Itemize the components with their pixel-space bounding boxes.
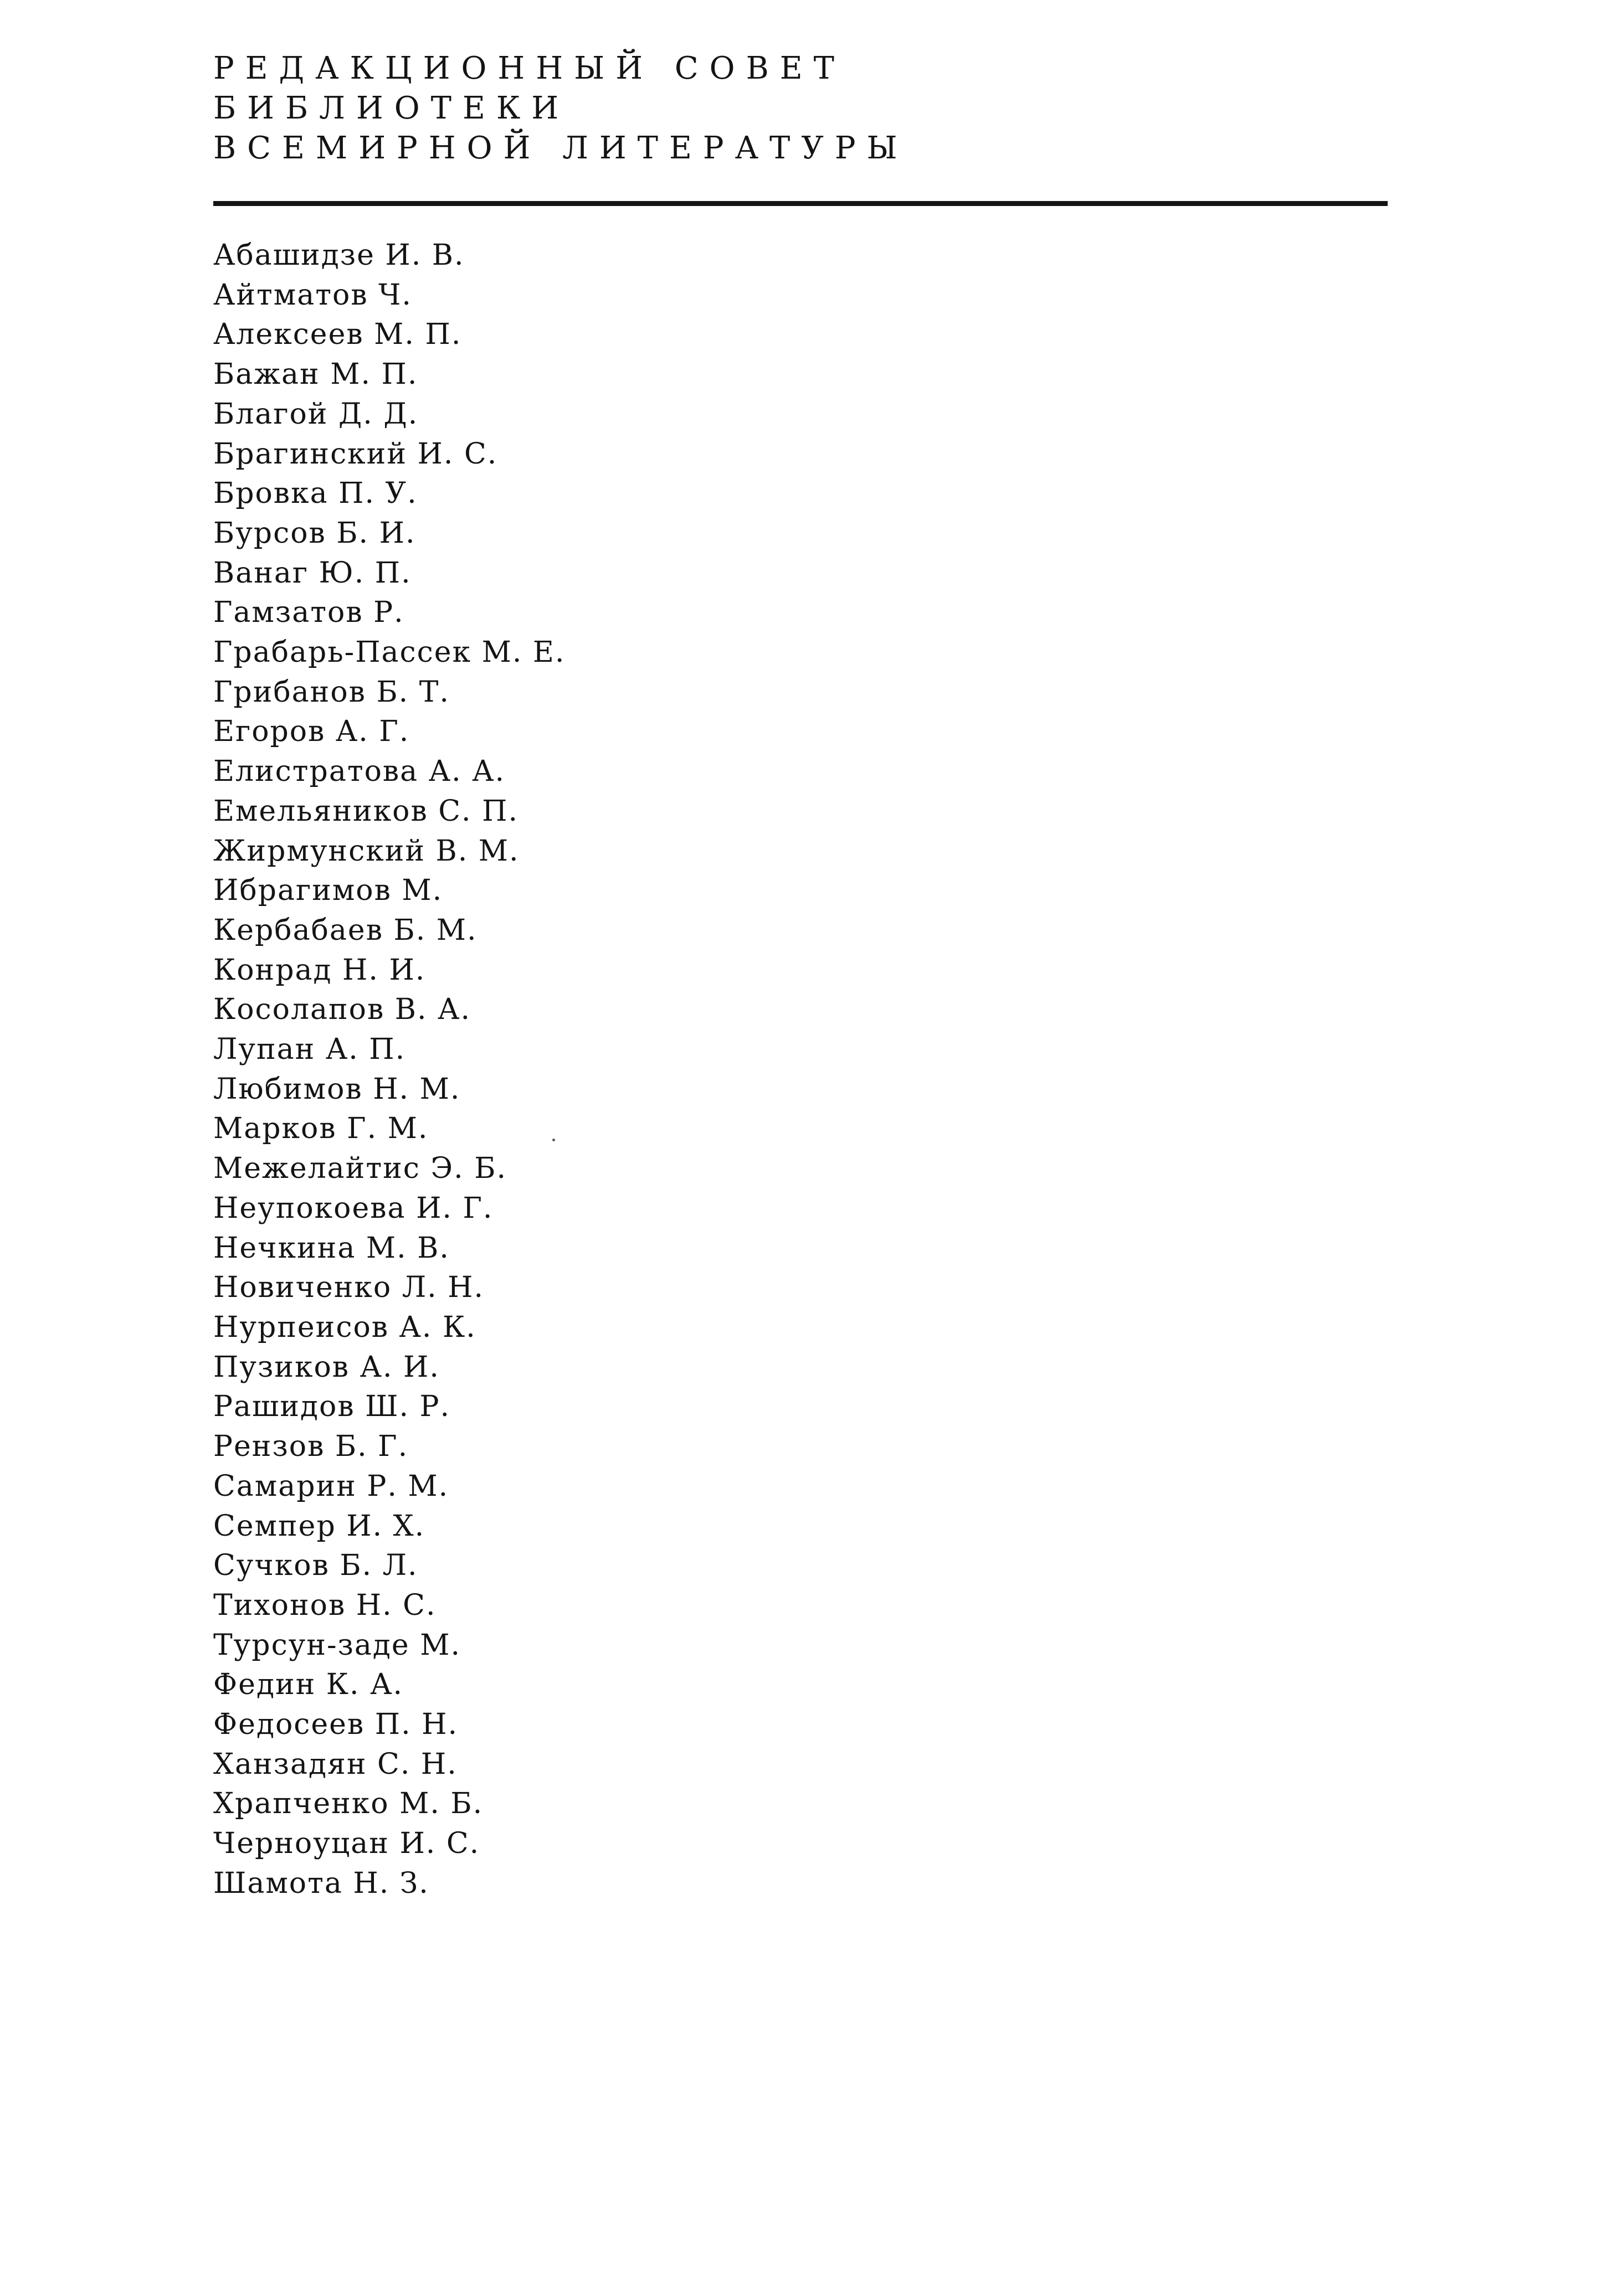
board-member: Черноуцан И. С.	[213, 1827, 480, 1861]
board-member: Емельяников С. П.	[213, 794, 519, 828]
board-member: Лупан А. П.	[213, 1033, 406, 1067]
board-member: Турсун-заде М.	[213, 1628, 461, 1662]
heading-line-3: ВСЕМИРНОЙ ЛИТЕРАТУРЫ	[213, 130, 908, 166]
board-member: Рашидов Ш. Р.	[213, 1390, 451, 1424]
board-member: Пузиков А. И.	[213, 1350, 440, 1384]
board-member: Алексеев М. П.	[213, 318, 462, 352]
board-member: Сучков Б. Л.	[213, 1549, 418, 1583]
board-member: Кербабаев Б. М.	[213, 913, 478, 947]
heading-line-2: БИБЛИОТЕКИ	[213, 90, 570, 126]
board-member: Межелайтис Э. Б.	[213, 1152, 507, 1186]
board-member: Новиченко Л. Н.	[213, 1271, 485, 1305]
board-member: Нечкина М. В.	[213, 1231, 450, 1265]
board-member: Любимов Н. М.	[213, 1072, 461, 1106]
board-member: Шамота Н. З.	[213, 1866, 429, 1900]
board-member: Ханзадян С. Н.	[213, 1747, 458, 1781]
board-member: Жирмунский В. М.	[213, 834, 520, 868]
board-member: Тихонов Н. С.	[213, 1588, 437, 1622]
board-members-list	[213, 236, 565, 1904]
board-member: Косолапов В. А.	[213, 993, 471, 1027]
board-member: Гамзатов Р.	[213, 596, 404, 630]
board-member: Федин К. А.	[213, 1668, 404, 1702]
board-member: Федосеев П. Н.	[213, 1708, 459, 1742]
board-member: Рензов Б. Г.	[213, 1430, 409, 1464]
board-member: Грибанов Б. Т.	[213, 675, 450, 709]
board-member: Абашидзе И. В.	[213, 239, 465, 272]
board-member: Бровка П. У.	[213, 477, 418, 511]
board-member: Ибрагимов М.	[213, 874, 443, 908]
board-member: Бажан М. П.	[213, 358, 418, 392]
print-speck	[552, 1139, 555, 1141]
board-member: Грабарь-Пассек М. Е.	[213, 636, 566, 670]
board-member: Самарин Р. М.	[213, 1469, 449, 1503]
board-member: Ванаг Ю. П.	[213, 556, 412, 590]
board-member: Конрад Н. И.	[213, 953, 426, 987]
board-member: Марков Г. М.	[213, 1112, 429, 1146]
board-member: Бурсов Б. И.	[213, 516, 416, 550]
board-member: Нурпеисов А. К.	[213, 1310, 476, 1344]
board-member: Храпченко М. Б.	[213, 1787, 484, 1821]
heading-line-1: РЕДАКЦИОННЫЙ СОВЕТ	[213, 50, 845, 86]
board-member: Благой Д. Д.	[213, 397, 419, 431]
board-member: Семпер И. Х.	[213, 1509, 425, 1543]
board-member: Егоров А. Г.	[213, 715, 410, 749]
editorial-board-heading	[213, 49, 908, 168]
board-member: Елистратова А. А.	[213, 755, 506, 789]
board-member: Неупокоева И. Г.	[213, 1191, 494, 1225]
heading-divider	[213, 201, 1388, 206]
board-member: Брагинский И. С.	[213, 437, 498, 471]
board-member: Айтматов Ч.	[213, 278, 412, 312]
